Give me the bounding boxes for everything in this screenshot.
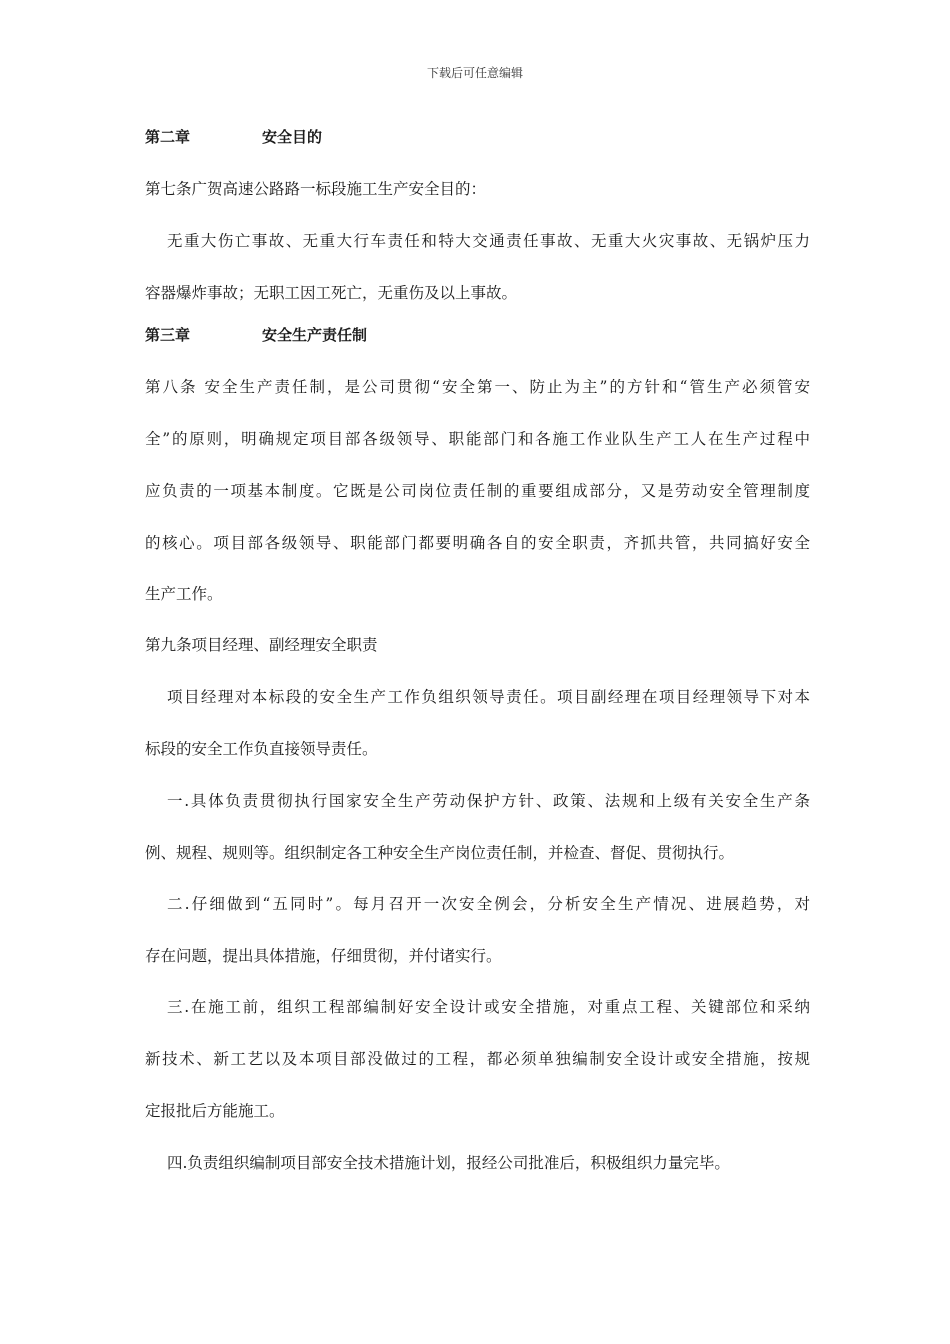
paragraph-line: 标段的安全工作负直接领导责任。 <box>145 740 378 758</box>
list-item-line: 二.仔细做到“五同时”。每月召开一次安全例会，分析安全生产情况、进展趋势，对 <box>167 895 810 913</box>
article-title: 第七条广贺高速公路路一标段施工生产安全目的： <box>145 180 487 198</box>
paragraph-line: 项目经理对本标段的安全生产工作负组织领导责任。项目副经理在项目经理领导下对本 <box>167 688 810 706</box>
paragraph-line: 容器爆炸事故；无职工因工死亡，无重伤及以上事故。 <box>145 284 518 302</box>
chapter-heading <box>145 127 322 147</box>
paragraph-line: 的核心。项目部各级领导、职能部门都要明确各自的安全职责，齐抓共管，共同搞好安全 <box>145 534 810 552</box>
list-item-line: 新技术、新工艺以及本项目部没做过的工程，都必须单独编制安全设计或安全措施，按规 <box>145 1050 810 1068</box>
list-item-line: 例、规程、规则等。组织制定各工种安全生产岗位责任制，并检查、督促、贯彻执行。 <box>145 844 735 862</box>
paragraph-line: 第八条 安全生产责任制，是公司贯彻“安全第一、防止为主”的方针和“管生产必须管安 <box>145 378 810 396</box>
chapter-number: 第三章 <box>145 326 191 344</box>
chapter-title: 安全生产责任制 <box>262 326 368 344</box>
list-item-line: 三.在施工前，组织工程部编制好安全设计或安全措施，对重点工程、关键部位和采纳 <box>167 998 810 1016</box>
chapter-heading <box>145 325 367 345</box>
list-item-line: 四.负责组织编制项目部安全技术措施计划，报经公司批准后，积极组织力量完毕。 <box>167 1154 730 1172</box>
paragraph-line: 无重大伤亡事故、无重大行车责任和特大交通责任事故、无重大火灾事故、无锅炉压力 <box>167 232 810 250</box>
paragraph-line: 全”的原则，明确规定项目部各级领导、职能部门和各施工作业队生产工人在生产过程中 <box>145 430 810 448</box>
list-item-line: 一.具体负责贯彻执行国家安全生产劳动保护方针、政策、法规和上级有关安全生产条 <box>167 792 810 810</box>
list-item-line: 定报批后方能施工。 <box>145 1102 285 1120</box>
paragraph-line: 应负责的一项基本制度。它既是公司岗位责任制的重要组成部分，又是劳动安全管理制度 <box>145 482 810 500</box>
article-title: 第九条项目经理、副经理安全职责 <box>145 636 378 654</box>
chapter-title: 安全目的 <box>262 128 323 146</box>
header-note: 下载后可任意编辑 <box>426 66 523 80</box>
list-item-line: 存在问题，提出具体措施，仔细贯彻，并付诸实行。 <box>145 947 502 965</box>
chapter-number: 第二章 <box>145 128 191 146</box>
paragraph-line: 生产工作。 <box>145 585 223 603</box>
